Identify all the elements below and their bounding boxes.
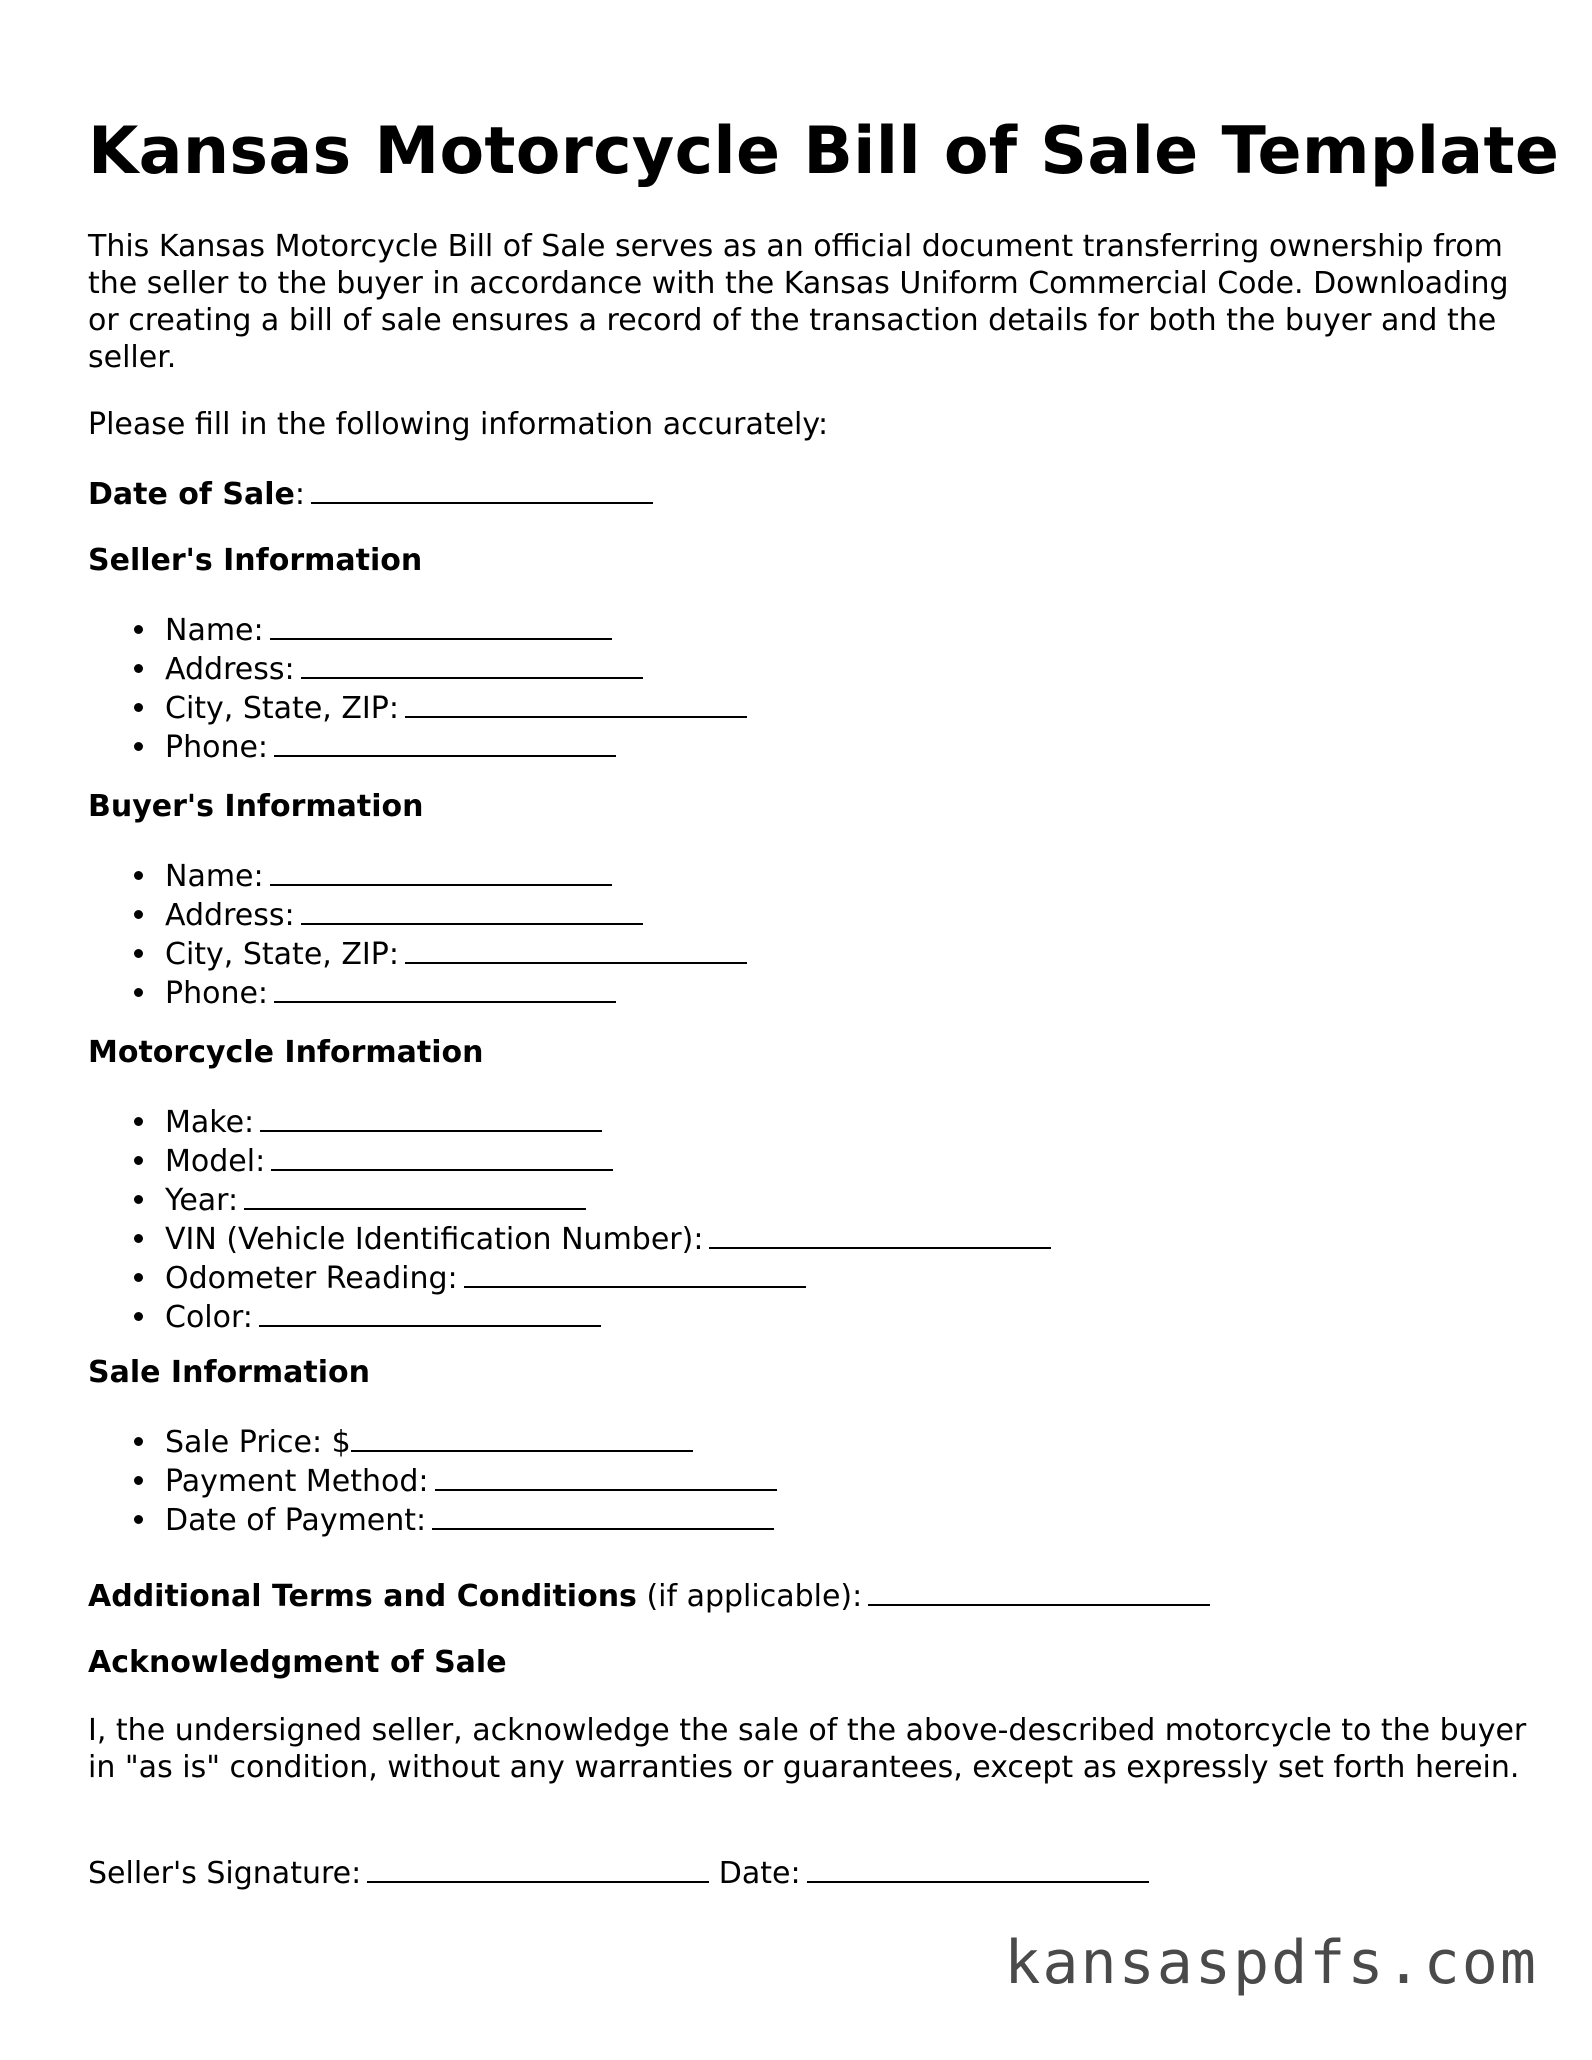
list-item (88, 727, 747, 766)
list-item (88, 1102, 1051, 1141)
list-item (88, 1180, 1051, 1219)
model-label: Model: (165, 1144, 266, 1179)
bullet-icon (134, 742, 143, 751)
list-item (88, 1461, 777, 1500)
signature-date-label: Date: (718, 1856, 801, 1891)
bullet-icon (134, 1312, 143, 1321)
date-of-payment-label: Date of Payment: (165, 1503, 427, 1538)
bullet-icon (134, 949, 143, 958)
bullet-icon (134, 1117, 143, 1126)
model-blank[interactable] (271, 1141, 613, 1171)
payment-method-label: Payment Method: (165, 1464, 429, 1499)
bullet-icon (134, 910, 143, 919)
terms-line (88, 1576, 1210, 1615)
list-item (88, 856, 747, 895)
bullet-icon (134, 1273, 143, 1282)
buyer-address-blank[interactable] (301, 895, 643, 925)
terms-blank[interactable] (868, 1576, 1210, 1606)
list-item (88, 1500, 777, 1539)
page-title: Kansas Motorcycle Bill of Sale Template (88, 114, 1560, 189)
buyer-heading: Buyer's Information (88, 789, 424, 824)
bullet-icon (134, 1234, 143, 1243)
vin-label: VIN (Vehicle Identification Number): (165, 1222, 704, 1257)
list-item (88, 688, 747, 727)
watermark: kansaspdfs.com (1004, 1928, 1538, 1998)
vin-blank[interactable] (709, 1219, 1051, 1249)
list-item (88, 1297, 1051, 1336)
seller-heading: Seller's Information (88, 543, 423, 578)
make-blank[interactable] (260, 1102, 602, 1132)
bullet-icon (134, 1195, 143, 1204)
instruction-text: Please fill in the following information accurately: (88, 407, 829, 442)
list-item (88, 1422, 777, 1461)
motorcycle-fields (88, 1102, 1051, 1336)
seller-city-label: City, State, ZIP: (165, 691, 399, 726)
bullet-icon (134, 703, 143, 712)
odometer-label: Odometer Reading: (165, 1261, 458, 1296)
terms-note: (if applicable): (636, 1579, 863, 1614)
buyer-city-blank[interactable] (405, 934, 747, 964)
buyer-name-blank[interactable] (270, 856, 612, 886)
odometer-blank[interactable] (464, 1258, 806, 1288)
color-label: Color: (165, 1300, 253, 1335)
sale-price-blank[interactable] (351, 1422, 693, 1452)
date-of-sale-blank[interactable] (311, 474, 653, 504)
bullet-icon (134, 664, 143, 673)
date-of-sale-label: Date of Sale (88, 477, 295, 512)
acknowledgment-heading: Acknowledgment of Sale (88, 1645, 507, 1680)
year-label: Year: (165, 1183, 239, 1218)
sale-price-label: Sale Price: $ (165, 1425, 351, 1460)
bullet-icon (134, 1156, 143, 1165)
list-item (88, 895, 747, 934)
intro-paragraph: This Kansas Motorcycle Bill of Sale serves as an official document transferring ownership from the seller to the buyer in accordance with the Kansas Uniform Commercial Code. Downloading or creating a bill of sale ensures a record of the transaction details for both the buyer and the seller. (88, 229, 1509, 375)
list-item (88, 1219, 1051, 1258)
buyer-name-label: Name: (165, 859, 264, 894)
seller-city-blank[interactable] (405, 688, 747, 718)
date-of-sale-line (88, 474, 653, 513)
seller-signature-label: Seller's Signature: (88, 1856, 362, 1891)
payment-method-blank[interactable] (435, 1461, 777, 1491)
seller-fields (88, 610, 747, 766)
list-item (88, 1141, 1051, 1180)
list-item (88, 1258, 1051, 1297)
list-item (88, 610, 747, 649)
list-item (88, 649, 747, 688)
date-of-payment-blank[interactable] (432, 1500, 774, 1530)
bullet-icon (134, 625, 143, 634)
year-blank[interactable] (244, 1180, 586, 1210)
terms-label: Additional Terms and Conditions (88, 1579, 637, 1614)
sale-fields (88, 1422, 777, 1539)
buyer-fields (88, 856, 747, 1012)
bullet-icon (134, 988, 143, 997)
acknowledgment-text: I, the undersigned seller, acknowledge the sale of the above-described motorcycle to the buyer in "as is" condition, without any warranties or guarantees, except as expressly set forth herein. (88, 1713, 1527, 1785)
seller-address-label: Address: (165, 652, 295, 687)
list-item (88, 934, 747, 973)
signature-line (88, 1853, 1149, 1892)
seller-signature-blank[interactable] (367, 1853, 709, 1883)
seller-phone-label: Phone: (165, 730, 269, 765)
list-item (88, 973, 747, 1012)
buyer-city-label: City, State, ZIP: (165, 937, 399, 972)
color-blank[interactable] (259, 1297, 601, 1327)
bullet-icon (134, 1476, 143, 1485)
make-label: Make: (165, 1105, 255, 1140)
bullet-icon (134, 871, 143, 880)
sale-heading: Sale Information (88, 1355, 370, 1390)
signature-date-blank[interactable] (807, 1853, 1149, 1883)
motorcycle-heading: Motorcycle Information (88, 1035, 484, 1070)
buyer-address-label: Address: (165, 898, 295, 933)
date-of-sale-colon: : (294, 477, 305, 512)
buyer-phone-blank[interactable] (274, 973, 616, 1003)
bullet-icon (134, 1515, 143, 1524)
seller-name-blank[interactable] (270, 610, 612, 640)
bullet-icon (134, 1437, 143, 1446)
seller-name-label: Name: (165, 613, 264, 648)
buyer-phone-label: Phone: (165, 976, 269, 1011)
seller-address-blank[interactable] (301, 649, 643, 679)
seller-phone-blank[interactable] (274, 727, 616, 757)
